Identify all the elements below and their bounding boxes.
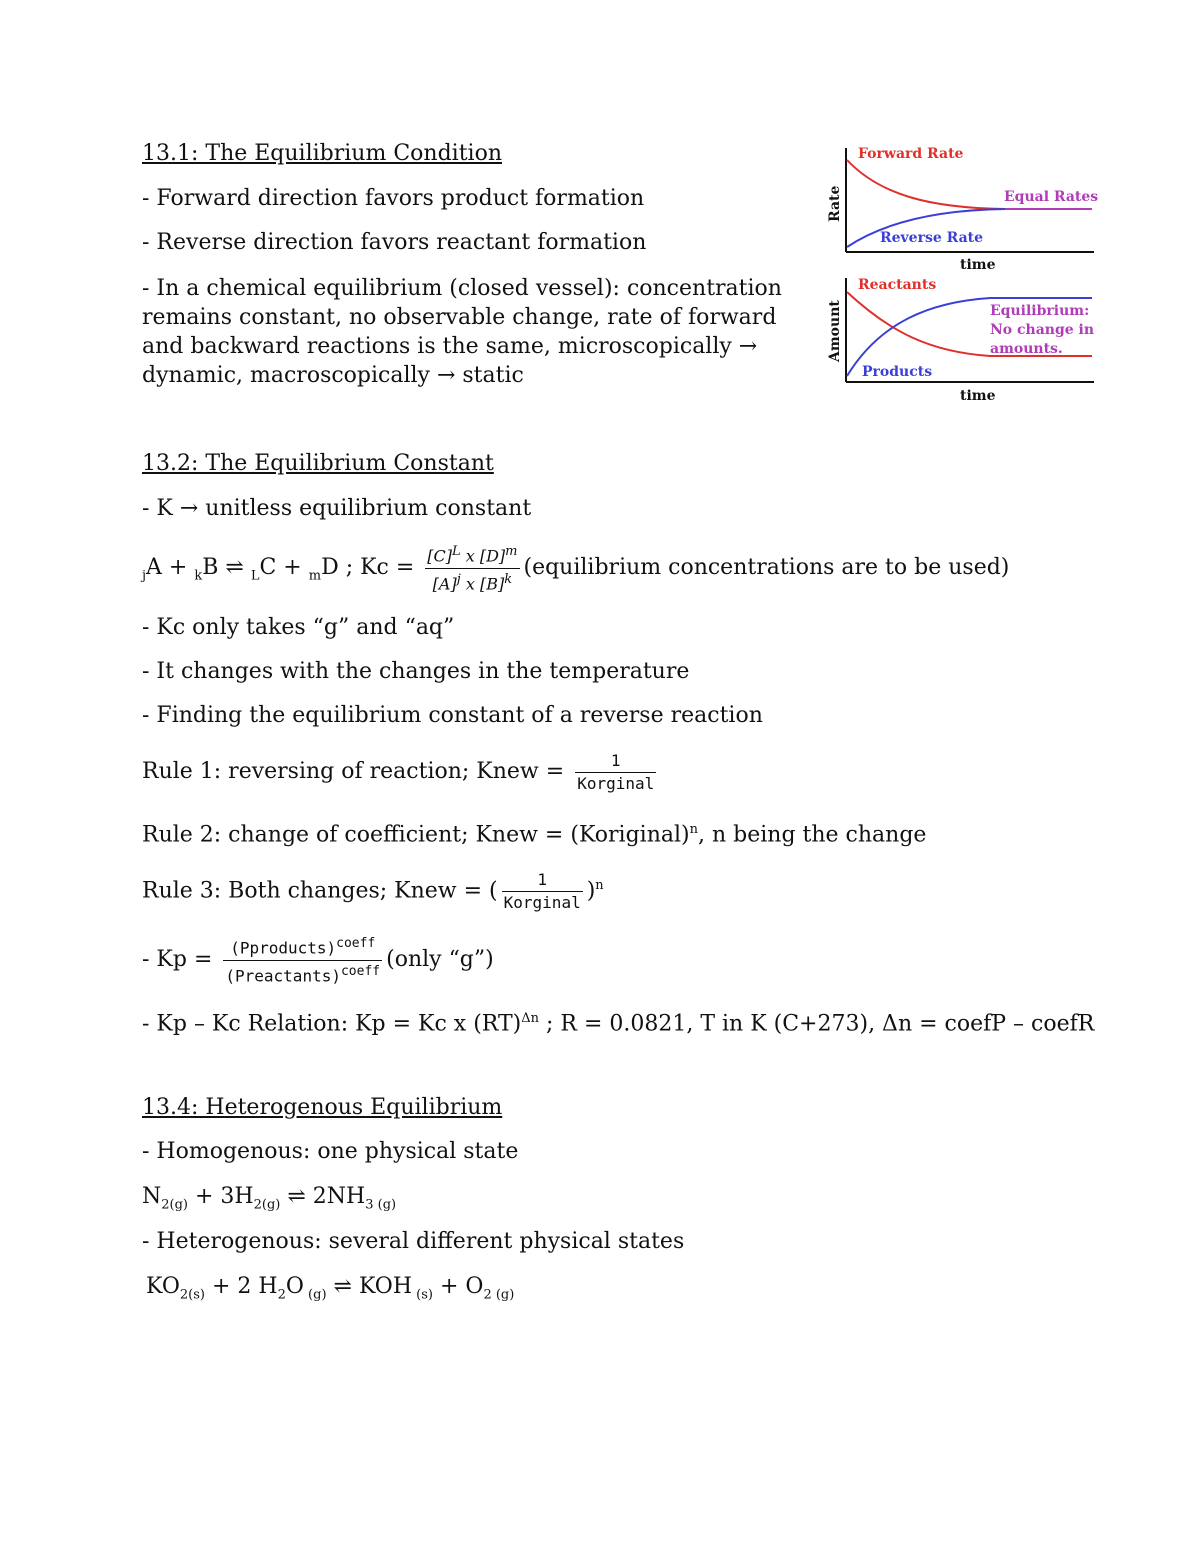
rate-y-label: Rate [827, 185, 843, 222]
legend-forward-rate: Forward Rate [858, 146, 964, 162]
bullet-kc-phases: - Kc only takes “g” and “aq” [142, 615, 455, 640]
bullet-unitless-constant: - K → unitless equilibrium constant [142, 496, 532, 521]
amount-y-label: Amount [827, 300, 843, 362]
rate-x-label: time [960, 257, 996, 273]
rule-2: Rule 2: change of coefficient; Knew = (Koriginal)$^n$, n being the change [142, 822, 927, 848]
annotation-line-1: Equilibrium: [990, 303, 1090, 319]
rule-3: Rule 3: Both changes; Knew = ( $\frac{1}{\text{Korginal}}$ )$^n$ [142, 869, 604, 912]
annotation-line-3: amounts. [990, 341, 1063, 357]
bullet-reverse-reaction: - Finding the equilibrium constant of a reverse reaction [142, 703, 763, 728]
section-heading-13-1: 13.1: The Equilibrium Condition [142, 141, 502, 166]
bullet-reverse-direction: - Reverse direction favors reactant formation [142, 230, 647, 255]
rule-1: Rule 1: reversing of reaction; Knew = $\frac{1}{\text{Korginal}}$ [142, 750, 655, 793]
legend-equal-rates: Equal Rates [1004, 189, 1099, 205]
bullet-chemical-equilibrium: - In a chemical equilibrium (closed vessel): concentration remains constant, no observable change, rate of forward and backward reactions is the same, microscopically → dynamic, macroscopically → static [142, 276, 782, 388]
bullet-homogenous: - Homogenous: one physical state [142, 1139, 519, 1164]
amount-x-label: time [960, 388, 996, 404]
amount-vs-time-chart [820, 272, 1100, 407]
legend-reverse-rate: Reverse Rate [880, 230, 984, 246]
rule-3-fraction: $\frac{1}{\text{Korginal}}$ [503, 869, 581, 912]
legend-reactants: Reactants [858, 277, 937, 293]
bullet-temperature: - It changes with the changes in the temperature [142, 659, 690, 684]
rate-vs-time-chart [820, 140, 1100, 275]
kp-kc-relation: - Kp – Kc Relation: Kp = Kc x (RT)$^{\Delta n}$ ; R = 0.0821, T in K (C+273), Δn = coefP – coefR [142, 1011, 1095, 1037]
kp-fraction: $\frac{(Pproducts)^{coeff}}{(Preactants)^{coeff}}$ [225, 936, 381, 985]
rule-1-fraction: $\frac{1}{\text{Korginal}}$ [577, 750, 655, 793]
bullet-heterogenous: - Heterogenous: several different physical states [142, 1229, 685, 1254]
kp-expression: - Kp = $\frac{(Pproducts)^{coeff}}{(Preactants)^{coeff}}$ (only “g”) [142, 936, 494, 985]
section-heading-13-2: 13.2: The Equilibrium Constant [142, 451, 494, 476]
kc-note: (equilibrium concentrations are to be used) [523, 555, 1010, 580]
annotation-line-2: No change in [990, 322, 1095, 338]
section-heading-13-4: 13.4: Heterogenous Equilibrium [142, 1095, 503, 1120]
kc-fraction: $\frac{[C]^L x [D]^m}{[A]^j x [B]^k}$ [427, 544, 518, 593]
bullet-forward-direction: - Forward direction favors product formation [142, 186, 645, 211]
legend-products: Products [862, 364, 933, 380]
kc-expression: $_j$A + $_k$B ⇌ $_L$C + $_m$D ; Kc = $\frac{[C]^L x [D]^m}{[A]^j x [B]^k}$ (equilibrium concentrations are to be used) [142, 544, 1010, 593]
homogenous-equation: $N_{2(g)} + 3H_{2(g)}$ ⇌ $2NH_{3 (g)}$ [142, 1184, 397, 1213]
heterogenous-equation: $KO_{2(s)} + 2$ $H_2O$ $_{(g)}$ ⇌ KOH $_{(s)} + O_{2 (g)}$ [146, 1274, 515, 1303]
